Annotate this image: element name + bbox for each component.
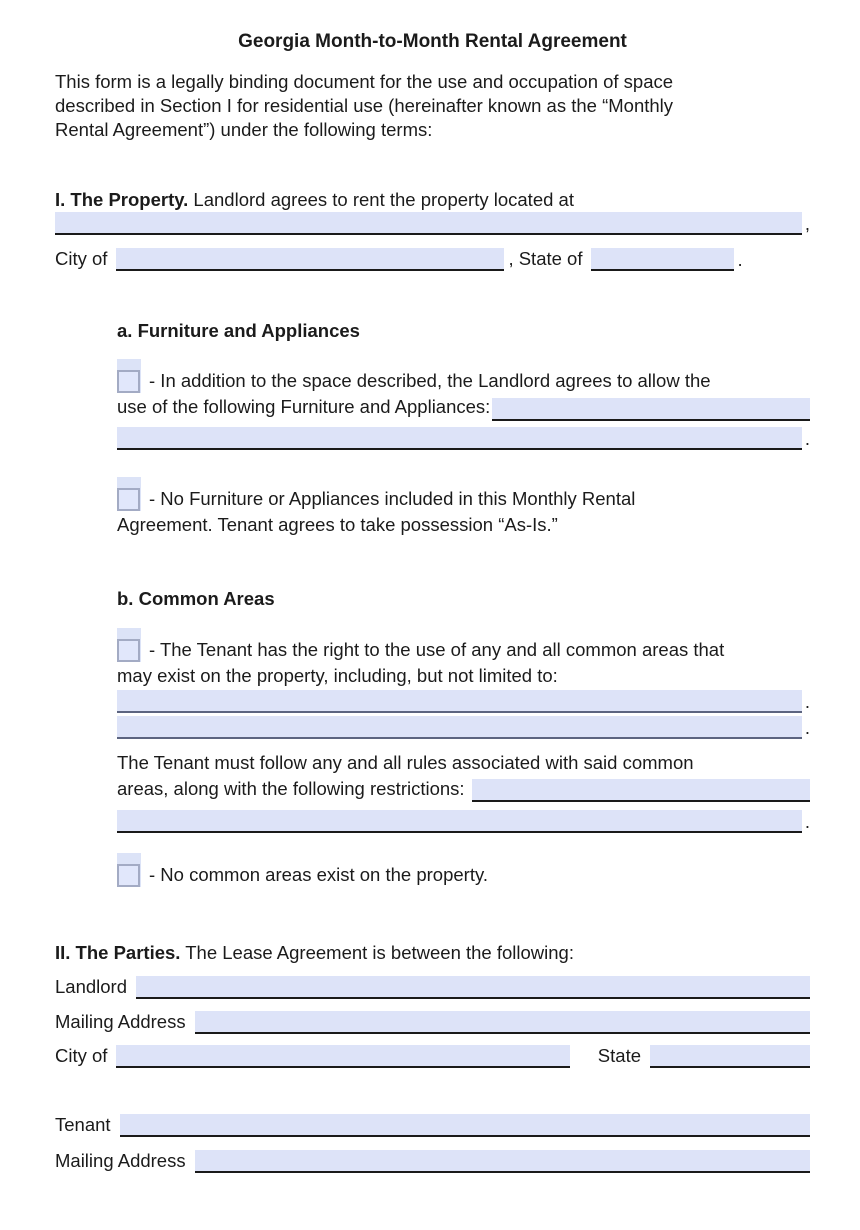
no-furniture-line1: - No Furniture or Appliances included in this Monthly Rental	[149, 488, 636, 509]
furniture-field-suffix: .	[804, 428, 810, 449]
no-furniture-checkbox[interactable]	[117, 477, 141, 511]
common-areas-line2: may exist on the property, including, but not limited to:	[117, 665, 558, 686]
furniture-included-checkbox[interactable]	[117, 359, 141, 393]
furniture-included-option	[117, 356, 810, 450]
furniture-included-line1: - In addition to the space described, the Landlord agrees to allow the	[149, 370, 711, 391]
no-common-areas-option	[117, 850, 810, 887]
furniture-list-field-1[interactable]	[492, 398, 810, 421]
property-heading-text: Landlord agrees to rent the property located at	[188, 189, 574, 210]
no-common-areas-line1: - No common areas exist on the property.	[149, 864, 488, 885]
landlord-city-field[interactable]	[116, 1045, 569, 1068]
furniture-list-field-2[interactable]	[117, 427, 802, 450]
city-label: City of	[55, 248, 108, 269]
checkbox-box-icon	[117, 370, 140, 393]
landlord-mailing-address-field[interactable]	[195, 1011, 810, 1034]
common-areas-rules-paragraph	[117, 751, 810, 833]
restrictions-field-2[interactable]	[117, 810, 802, 833]
tenant-mailing-address-field[interactable]	[195, 1150, 810, 1173]
no-furniture-option	[117, 474, 810, 539]
parties-heading-number: II. The Parties.	[55, 942, 181, 963]
tenant-row	[55, 1113, 810, 1137]
landlord-state-field[interactable]	[650, 1045, 810, 1068]
property-address-field[interactable]	[55, 212, 802, 235]
address-suffix: ,	[804, 213, 810, 234]
checkbox-box-icon	[117, 864, 140, 887]
common-areas-line1: - The Tenant has the right to the use of any and all common areas that	[149, 639, 725, 660]
furniture-section-heading: a. Furniture and Appliances	[117, 320, 360, 341]
parties-section-heading	[55, 941, 810, 965]
common-areas-field-2[interactable]	[117, 716, 802, 739]
property-city-state-row	[55, 247, 810, 271]
common-areas-section-heading: b. Common Areas	[117, 588, 275, 609]
furniture-included-line2: use of the following Furniture and Appliances:	[117, 396, 491, 417]
tenant-name-field[interactable]	[120, 1114, 810, 1137]
property-heading-number: I. The Property.	[55, 189, 189, 210]
page-title: Georgia Month-to-Month Rental Agreement	[238, 31, 627, 52]
state-suffix: .	[737, 249, 743, 270]
property-address-row	[55, 212, 810, 235]
common-areas-use-option	[117, 625, 810, 739]
parties-heading-text: The Lease Agreement is between the following:	[180, 942, 574, 963]
property-state-field[interactable]	[591, 248, 734, 271]
rules-line1: The Tenant must follow any and all rules associated with said common	[117, 752, 694, 773]
intro-line: described in Section I for residential use (hereinafter known as the “Monthly	[55, 95, 674, 116]
landlord-label: Landlord	[55, 976, 128, 997]
checkbox-box-icon	[117, 488, 140, 511]
city-label: City of	[55, 1045, 108, 1066]
checkbox-box-icon	[117, 639, 140, 662]
mailing-address-label: Mailing Address	[55, 1150, 186, 1171]
intro-paragraph	[55, 70, 810, 142]
mailing-address-label: Mailing Address	[55, 1011, 186, 1032]
landlord-row	[55, 975, 810, 999]
property-section-heading	[55, 188, 810, 212]
no-furniture-line2: Agreement. Tenant agrees to take possession “As-Is.”	[117, 514, 558, 535]
intro-line: This form is a legally binding document for the use and occupation of space	[55, 71, 674, 92]
landlord-city-state-row	[55, 1044, 810, 1068]
common-areas-field-1[interactable]	[117, 690, 802, 713]
landlord-mailing-row	[55, 1010, 810, 1034]
common-areas-use-checkbox[interactable]	[117, 628, 141, 662]
rules-line2: areas, along with the following restrictions:	[117, 778, 465, 799]
state-label: , State of	[508, 248, 583, 269]
common-areas-field1-suffix: .	[804, 691, 810, 712]
property-city-field[interactable]	[116, 248, 504, 271]
intro-line: Rental Agreement”) under the following terms:	[55, 119, 433, 140]
restrictions-field-suffix: .	[804, 811, 810, 832]
tenant-mailing-row	[55, 1149, 810, 1173]
common-areas-field2-suffix: .	[804, 717, 810, 738]
restrictions-field-1[interactable]	[472, 779, 810, 802]
tenant-label: Tenant	[55, 1114, 111, 1135]
state-label: State	[597, 1045, 641, 1066]
no-common-areas-checkbox[interactable]	[117, 853, 141, 887]
landlord-name-field[interactable]	[136, 976, 810, 999]
